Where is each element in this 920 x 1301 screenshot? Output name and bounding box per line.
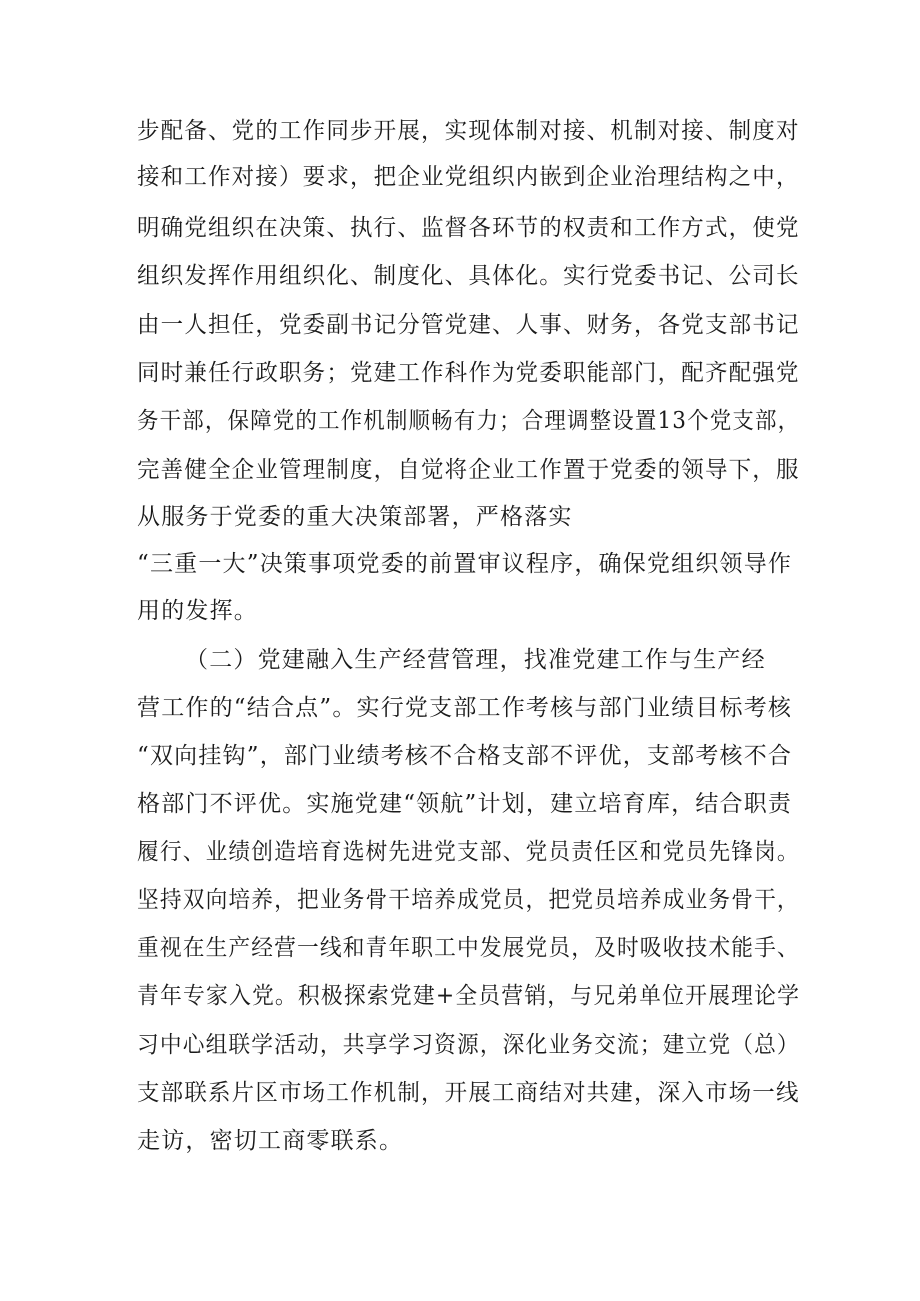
text-line: 务干部，保障党的工作机制顺畅有力；合理调整设置13个党支部，: [137, 408, 801, 434]
text-line: 明确党组织在决策、执行、监督各环节的权责和工作方式，使党: [137, 215, 800, 241]
text-line: 用的发挥。: [137, 598, 258, 624]
text-line: 从服务于党委的重大决策部署，严格落实: [137, 504, 573, 530]
text-line: 重视在生产经营一线和青年职工中发展党员，及时吸收技术能手、: [137, 935, 800, 961]
text-line: 坚持双向培养，把业务骨干培养成党员，把党员培养成业务骨干，: [137, 887, 800, 913]
text-line: “三重一大”决策事项党委的前置审议程序，确保党组织领导作: [137, 551, 793, 577]
text-line: 走访，密切工商零联系。: [137, 1128, 404, 1154]
text-line: 步配备、党的工作同步开展，实现体制对接、机制对接、制度对: [137, 118, 800, 144]
text-line: “双向挂钩”，部门业绩考核不合格支部不评优，支部考核不合: [137, 743, 793, 769]
text-line: 接和工作对接）要求，把企业党组织内嵌到企业治理结构之中，: [137, 164, 800, 190]
text-line: 履行、业绩创造培育选树先进党支部、党员责任区和党员先锋岗。: [137, 839, 800, 865]
text-line: 习中心组联学活动，共享学习资源，深化业务交流；建立党（总）: [137, 1032, 800, 1058]
text-line: 组织发挥作用组织化、制度化、具体化。实行党委书记、公司长: [137, 263, 800, 289]
text-line: 营工作的“结合点”。实行党支部工作考核与部门业绩目标考核: [137, 695, 793, 721]
text-line: 完善健全企业管理制度，自觉将企业工作置于党委的领导下，服: [137, 457, 800, 483]
text-line: 支部联系片区市场工作机制，开展工商结对共建，深入市场一线: [137, 1080, 800, 1106]
text-line: 格部门不评优。实施党建“领航”计划，建立培育库，结合职责: [137, 791, 793, 817]
text-line: 青年专家入党。积极探索党建+全员营销，与兄弟单位开展理论学: [137, 983, 801, 1009]
text-line: 由一人担任，党委副书记分管党建、人事、财务，各党支部书记: [137, 312, 800, 338]
text-line: 同时兼任行政职务；党建工作科作为党委职能部门，配齐配强党: [137, 360, 800, 386]
section-heading-line: （二）党建融入生产经营管理，找准党建工作与生产经: [185, 647, 766, 673]
